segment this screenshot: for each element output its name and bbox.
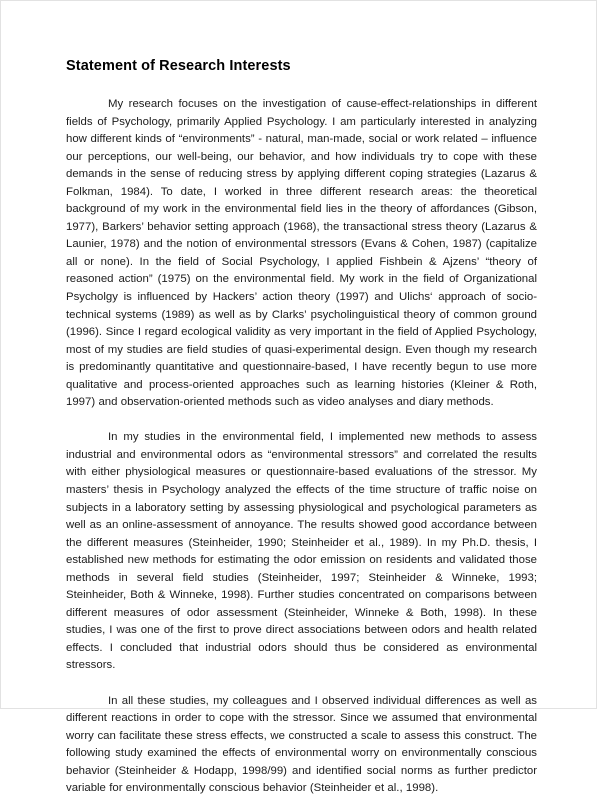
paragraph-1: My research focuses on the investigation of cause-effect-relationships in different fields of Psychology, primarily Applied Psychology. I am particularly interested in analyzing how different kinds of “environments” - natural, man-made, social or work related – influence our perceptions, our well-being, our behavior, and how individuals try to cope with these demands in the sense of reducing stress by applying different coping strategies (Lazarus & Folkman, 1984). To date, I worked in three different research areas: the theoretical background of my work in the environmental field lies in the theory of affordances (Gibson, 1977), Barkers’ behavior setting approach (1968), the transactional stress theory (Lazarus & Launier, 1978) and the notion of environmental stressors (Evans & Cohen, 1987) (capitalize all or none). In the field of Social Psychology, I applied Fishbein & Ajzens’ “theory of reasoned action” (1975) on the environmental field. My work in the field of Organizational Psycholgy is influenced by Hackers’ action theory (1997) and Ulichs‘ approach of socio-technical systems (1989) as well as by Clarks’ psycholinguistical theory of common ground (1996). Since I regard ecological validity as very important in the field of Applied Psychology, most of my studies are field studies of quasi-experimental design. Even though my research is predominantly quantitative and questionnaire-based, I have recently begun to use more qualitative and process-oriented approaches such as learning histories (Kleiner & Roth, 1997) and observation-oriented methods such as video analyses and diary methods. [66,98,537,409]
document-body [66,57,537,798]
page-title: Statement of Research Interests [66,58,291,74]
paragraph-2: In my studies in the environmental field, I implemented new methods to assess industrial and environmental odors as “environmental stressors” and correlated the results with either physiological measures or questionnaire-based evaluations of the stressor. My masters’ thesis in Psychology analyzed the effects of the time structure of traffic noise on subjects in a laboratory setting by assessing physiological and psychological parameters as well as an online-assessment of annoyance. The results showed good accordance between the different measures (Steinheider, 1990; Steinheider et al., 1989). In my Ph.D. thesis, I established new methods for estimating the odor emission on residents and validated those methods in several field studies (Steinheider, 1997; Steinheider & Winneke, 1993; Steinheider, Both & Winneke, 1998). Further studies concentrated on comparisons between different measures of odor assessment (Steinheider, Winneke & Both, 1998). In these studies, I was one of the first to prove direct associations between odors and health related effects. I concluded that industrial odors should thus be considered as environmental stressors. [66,431,537,672]
paragraph-3: In all these studies, my colleagues and I observed individual differences as well as different reactions in order to cope with the stressor. Since we assumed that environmental worry can facilitate these stress effects, we constructed a scale to assess this construct. The following study examined the effects of environmental worry on environmentally conscious behavior (Steinheider & Hodapp, 1998/99) and identified social norms as further predictor variable for environmentally conscious behavior (Steinheider et al., 1998). [66,694,537,795]
